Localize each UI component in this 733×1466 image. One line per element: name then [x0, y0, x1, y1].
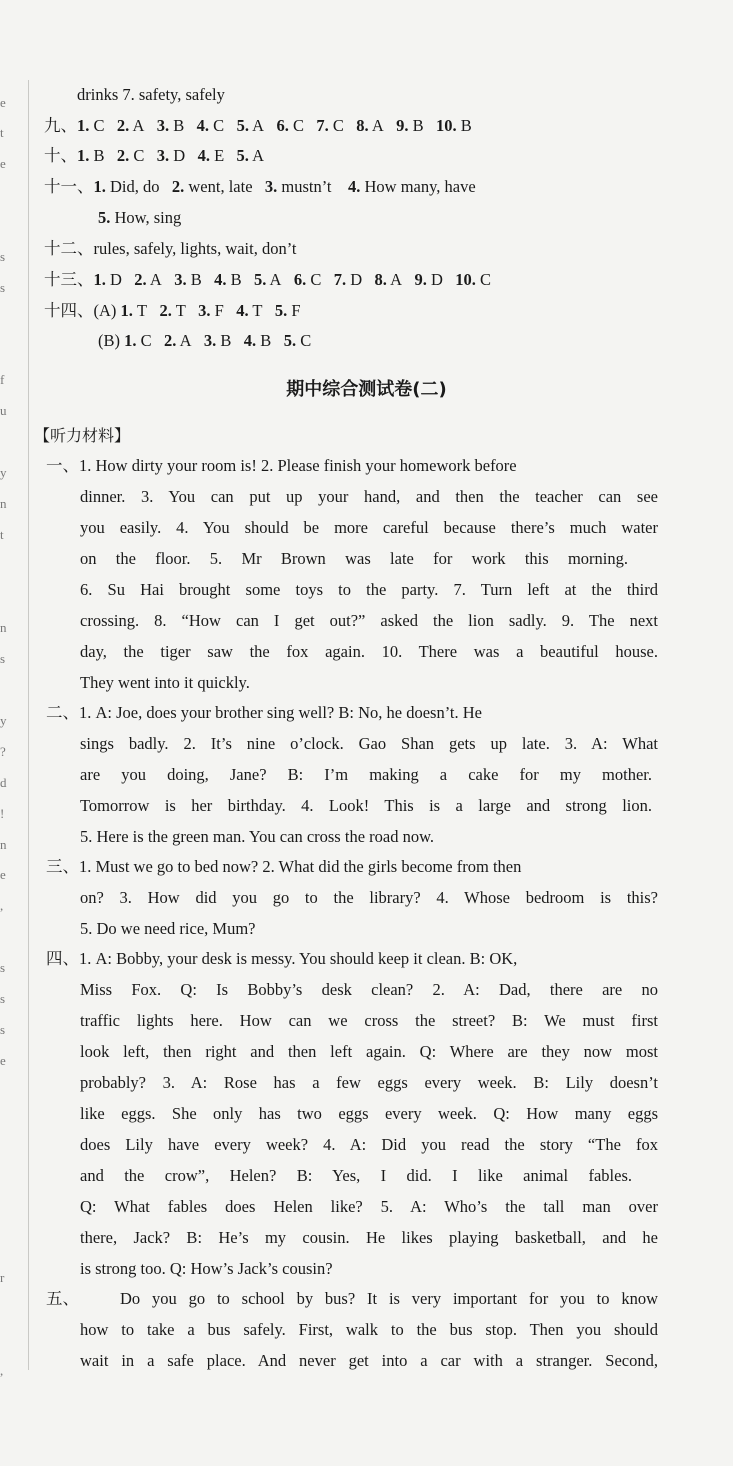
cropped-glyph: e [0, 867, 6, 882]
answer-number: 4. [243, 331, 257, 350]
answer-number: 5. [236, 146, 249, 165]
s1-line: 6. Su Hai brought some toys to the party. 7. Turn left at the third [80, 580, 658, 599]
answer-text: mustn’t [281, 177, 332, 196]
answer-number: 1. [77, 146, 90, 165]
answer-number: 3. [198, 301, 211, 320]
cropped-glyph: ! [0, 806, 5, 821]
listening-material-label: 【听力材料】 [34, 426, 131, 445]
answer-choice: B [169, 116, 185, 135]
answer-number: 9. [414, 270, 427, 289]
cropped-glyph: n [0, 496, 7, 511]
s5-line: Do you go to school by bus? It is very important for you to know [120, 1289, 658, 1308]
section-label: 四、 [46, 949, 79, 968]
answer-row-shier [0, 234, 733, 264]
answer-sequence [77, 116, 472, 135]
part-label: (B) [98, 331, 120, 350]
answer-choice: D [169, 146, 186, 165]
answer-choice: C [89, 116, 105, 135]
answer-number: 4. [197, 146, 210, 165]
answer-row-shisi-b [0, 326, 733, 356]
cropped-glyph: t [0, 125, 4, 140]
answer-choice: T [248, 301, 263, 320]
cropped-glyph: , [0, 1363, 4, 1378]
answer-row-shi [0, 141, 733, 171]
answer-number: 5. [236, 116, 249, 135]
answer-choice: A [368, 116, 384, 135]
s2-line: are you doing, Jane? B: I’m making a cake for my mother. [80, 765, 652, 784]
answer-number: 2. [116, 116, 130, 135]
cropped-glyph: s [0, 249, 6, 264]
cropped-glyph: e [0, 95, 6, 110]
answer-number: 3. [203, 331, 217, 350]
s4-line: there, Jack? B: He’s my cousin. He likes playing basketball, and he [80, 1228, 658, 1247]
cropped-glyph: t [0, 527, 4, 542]
answer-text: How, sing [114, 208, 182, 227]
cropped-glyph: s [0, 651, 6, 666]
s4-line: is strong too. Q: How’s Jack’s cousin? [80, 1259, 333, 1278]
s3-line: on? 3. How did you go to the library? 4. Whose bedroom is this? [80, 888, 658, 907]
cropped-glyph: n [0, 620, 7, 635]
answer-sequence [77, 146, 264, 165]
cropped-glyph: , [0, 898, 4, 913]
answer-row-shisi-a [0, 296, 733, 326]
answer-choice: B [186, 270, 202, 289]
s4-line: like eggs. She only has two eggs every week. Q: How many eggs [80, 1104, 658, 1123]
answer-number: 8. [374, 270, 387, 289]
s1-line: crossing. 8. “How can I get out?” asked the lion sadly. 9. The next [80, 611, 658, 630]
s1-line [46, 451, 658, 481]
answer-choice: D [105, 270, 122, 289]
answer-choice: D [426, 270, 443, 289]
answer-choice: C [306, 270, 322, 289]
cropped-glyph: f [0, 372, 5, 387]
part-label: (A) [93, 301, 117, 320]
s1-line: you easily. 4. You should be more careful because there’s much water [80, 518, 658, 537]
answer-choice: B [256, 331, 272, 350]
answer-row-shiyi-cont: 5. How, sing [98, 208, 182, 227]
cropped-glyph: e [0, 156, 6, 171]
answer-choice: T [171, 301, 186, 320]
answer-choice: B [408, 116, 424, 135]
answer-text: How many, have [364, 177, 476, 196]
answer-row-shisan [0, 265, 733, 295]
s5-line: how to take a bus safely. First, walk to the bus stop. Then you should [80, 1320, 658, 1339]
answer-number: 2. [134, 270, 147, 289]
answer-row-jiu [0, 111, 733, 141]
answer-number: 3. [174, 270, 187, 289]
cropped-glyph: y [0, 713, 7, 728]
section-label: 十三、 [44, 270, 94, 289]
answer-text: went, late [188, 177, 253, 196]
s4-line: probably? 3. A: Rose has a few eggs every week. B: Lily doesn’t [80, 1073, 658, 1092]
section-label: 九、 [44, 116, 77, 135]
answer-choice: C [129, 146, 145, 165]
cropped-glyph: s [0, 960, 6, 975]
answer-number: 7. [316, 116, 329, 135]
answer-number: 2. [164, 331, 177, 350]
answer-text: drinks 7. safety, safely [77, 85, 225, 104]
answer-number: 10. [436, 116, 457, 135]
cropped-glyph: d [0, 775, 7, 790]
s5-line: wait in a safe place. And never get into a car with a stranger. Second, [80, 1351, 658, 1370]
section-label: 十二、 [44, 239, 94, 258]
s1-line: day, the tiger saw the fox again. 10. There was a beautiful house. [80, 642, 658, 661]
section-label: 一、 [46, 456, 79, 475]
answer-choice: A [386, 270, 403, 289]
cropped-glyph: s [0, 991, 6, 1006]
answer-number: 2. [159, 301, 172, 320]
answer-number: 2. [116, 146, 130, 165]
s4-line: Q: What fables does Helen like? 5. A: Who’s the tall man over [80, 1197, 658, 1216]
cropped-glyph: r [0, 1270, 5, 1285]
answer-number: 1. [77, 116, 90, 135]
s4-line: traffic lights here. How can we cross the street? B: We must first [80, 1011, 658, 1030]
section-label: 十四、 [44, 301, 94, 320]
answer-number: 9. [396, 116, 409, 135]
answer-choice: B [216, 331, 232, 350]
s2-line: Tomorrow is her birthday. 4. Look! This is a large and strong lion. [80, 796, 652, 815]
s4-line: Miss Fox. Q: Is Bobby’s desk clean? 2. A: Dad, there are no [80, 980, 658, 999]
answer-number: 1. [93, 270, 106, 289]
s1-line: on the floor. 5. Mr Brown was late for work this morning. [80, 549, 628, 568]
answer-number: 6. [293, 270, 307, 289]
answer-number: 5. [253, 270, 267, 289]
answer-choice: A [176, 331, 192, 350]
answer-text: Did, do [110, 177, 160, 196]
answer-text: rules, safely, lights, wait, don’t [93, 239, 297, 258]
answer-choice: C [328, 116, 344, 135]
answer-number: 3. [156, 146, 170, 165]
answer-number: 5. [274, 301, 288, 320]
answer-choice: A [248, 116, 265, 135]
answer-choice: C [136, 331, 152, 350]
section-label: 三、 [46, 857, 79, 876]
answer-number: 7. [333, 270, 347, 289]
section-label: 十一、 [44, 177, 94, 196]
listening-text: 1. How dirty your room is! 2. Please finish your homework before [79, 456, 517, 475]
answer-number: 1. [124, 331, 137, 350]
cropped-glyph: y [0, 465, 7, 480]
answer-sequence [121, 301, 301, 320]
s3-line: 5. Do we need rice, Mum? [80, 919, 256, 938]
answer-sequence [94, 270, 492, 289]
answer-choice: B [89, 146, 105, 165]
answer-choice: C [296, 331, 312, 350]
answer-choice: A [248, 146, 265, 165]
answer-choice: C [288, 116, 304, 135]
listening-text: 1. Must we go to bed now? 2. What did the girls become from then [79, 857, 522, 876]
answer-number: 6. [276, 116, 289, 135]
answer-number: 1. [120, 301, 133, 320]
answer-choice: F [287, 301, 301, 320]
answer-row-shiyi: 十一、1. Did, do 2. went, late 3. mustn’t 4. How many, have [44, 177, 476, 196]
s1-line: They went into it quickly. [80, 673, 250, 692]
page-title: 期中综合测试卷(二) [286, 379, 447, 400]
answer-choice: E [209, 146, 225, 165]
s2-line [46, 698, 658, 728]
cropped-glyph: n [0, 837, 7, 852]
answer-number: 5. [283, 331, 297, 350]
answer-choice: A [129, 116, 145, 135]
s1-line: dinner. 3. You can put up your hand, and then the teacher can see [80, 487, 658, 506]
answer-sequence [124, 331, 311, 350]
section-label: 二、 [46, 703, 79, 722]
s4-line: does Lily have every week? 4. A: Did you read the story “The fox [80, 1135, 658, 1154]
answer-number: 8. [356, 116, 369, 135]
s4-line: look left, then right and then left again. Q: Where are they now most [80, 1042, 658, 1061]
answer-number: 3. [156, 116, 170, 135]
s4-line [46, 944, 658, 974]
answer-choice: T [132, 301, 148, 320]
answer-choice: A [146, 270, 162, 289]
cropped-glyph: u [0, 403, 7, 418]
cropped-glyph: s [0, 1022, 6, 1037]
s4-line: and the crow”, Helen? B: Yes, I did. I like animal fables. [80, 1166, 632, 1185]
answer-choice: D [346, 270, 363, 289]
s2-line: 5. Here is the green man. You can cross the road now. [80, 827, 435, 846]
answer-number: 4. [236, 301, 249, 320]
listening-text: 1. A: Joe, does your brother sing well? B: No, he doesn’t. He [79, 703, 482, 722]
section-label: 十、 [44, 146, 77, 165]
s2-line: sings badly. 2. It’s nine o’clock. Gao Shan gets up late. 3. A: What [80, 734, 658, 753]
answer-number: 10. [455, 270, 476, 289]
cropped-glyph: s [0, 280, 6, 295]
answer-choice: B [456, 116, 472, 135]
answer-line-continuation [0, 80, 733, 110]
answer-choice: B [226, 270, 242, 289]
cropped-glyph: e [0, 1053, 6, 1068]
answer-number: 4. [196, 116, 210, 135]
listening-text: 1. A: Bobby, your desk is messy. You should keep it clean. B: OK, [79, 949, 518, 968]
answer-number: 4. [214, 270, 227, 289]
answer-choice: C [475, 270, 491, 289]
s5-label: 五、 [46, 1289, 79, 1308]
s3-line [46, 852, 658, 882]
cropped-glyph: ? [0, 744, 6, 759]
answer-choice: A [266, 270, 282, 289]
answer-choice: F [210, 301, 224, 320]
answer-choice: C [209, 116, 225, 135]
